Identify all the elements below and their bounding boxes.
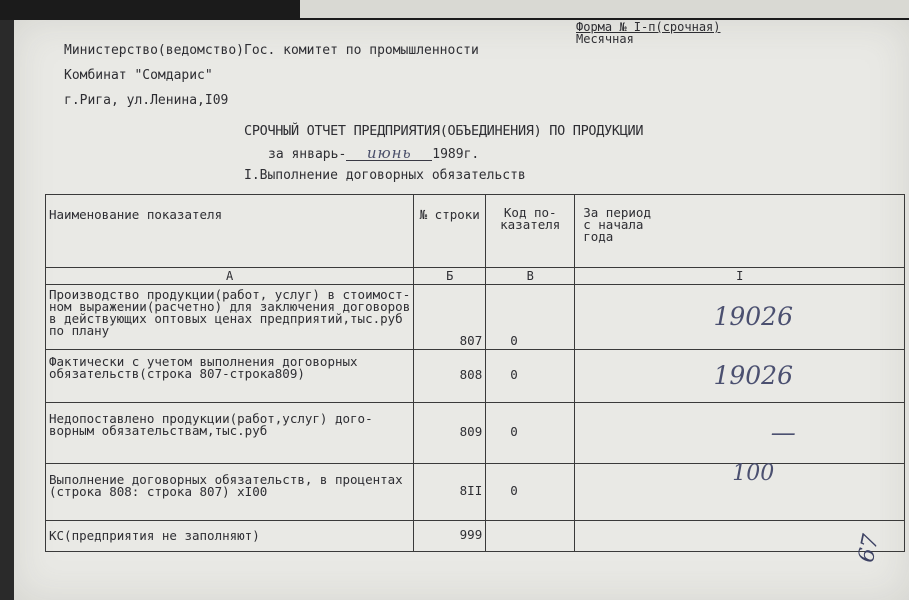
row-line-number: 807	[414, 285, 486, 350]
table-row	[46, 350, 905, 403]
report-title: СРОЧНЫЙ ОТЧЕТ ПРЕДПРИЯТИЯ(ОБЪЕДИНЕНИЯ) ПО ПРОДУКЦИИ	[244, 123, 644, 139]
form-periodicity: Месячная	[576, 32, 634, 46]
period-month-handwritten: июнь	[346, 146, 432, 161]
header-indicator-code: Код по- казателя	[486, 195, 575, 268]
address-line: г.Рига, ул.Ленина,I09	[64, 93, 229, 108]
row-name: КС(предприятия не заполняют)	[46, 521, 414, 552]
period-prefix: за январь-	[268, 147, 347, 162]
letter-a: А	[46, 268, 414, 285]
row-value-handwritten	[575, 521, 905, 552]
row-line-number: 8II	[414, 464, 486, 521]
obligations-table	[45, 194, 905, 552]
row-code: 0	[486, 464, 575, 521]
row-line-number: 999	[414, 521, 486, 552]
period-year: 1989г.	[432, 147, 480, 162]
row-code: 0	[486, 350, 575, 403]
row-name: Недопоставлено продукции(работ,услуг) дого- ворным обязательствам,тыс.руб	[46, 403, 414, 464]
header-period-since-year-start: За период с начала года	[575, 195, 905, 268]
row-value-handwritten: 19026	[575, 285, 905, 350]
table-row	[46, 521, 905, 552]
row-line-number: 809	[414, 403, 486, 464]
row-line-number: 808	[414, 350, 486, 403]
letter-b: Б	[414, 268, 486, 285]
row-name: Фактически с учетом выполнения договорных обязательств(строка 807-строка809)	[46, 350, 414, 403]
previous-page-strip	[300, 0, 909, 18]
row-name: Выполнение договорных обязательств, в процентах (строка 808: строка 807) xI00	[46, 464, 414, 521]
row-code	[486, 521, 575, 552]
table-row	[46, 403, 905, 464]
header-line-number: № строки	[414, 195, 486, 268]
row-name: Производство продукции(работ, услуг) в стоимост- ном выражении(расчетно) для заключения договоров в действующих оптовых ценах предприятий,тыс.руб по плану	[46, 285, 414, 350]
ministry-line: Министерство(ведомство)Гос. комитет по промышленности	[64, 43, 479, 58]
row-value-handwritten: —	[575, 403, 905, 464]
table-row	[46, 464, 905, 521]
table-row	[46, 285, 905, 350]
letter-v: В	[486, 268, 575, 285]
letter-1: I	[575, 268, 905, 285]
header-indicator: Наименование показателя	[46, 195, 414, 268]
section-title: I.Выполнение договорных обязательств	[244, 168, 526, 183]
table-header-row	[46, 195, 905, 268]
form-code: Форма № I-п(срочная)	[576, 20, 721, 34]
row-value-handwritten: 19026	[575, 350, 905, 403]
report-period	[268, 146, 479, 162]
archive-page-number: 67	[853, 532, 885, 565]
row-value-handwritten: 100	[575, 464, 905, 521]
table-letters-row	[46, 268, 905, 285]
row-code: 0	[486, 403, 575, 464]
binding-edge	[0, 20, 14, 600]
row-code: 0	[486, 285, 575, 350]
plant-line: Комбинат "Сомдарис"	[64, 68, 213, 83]
